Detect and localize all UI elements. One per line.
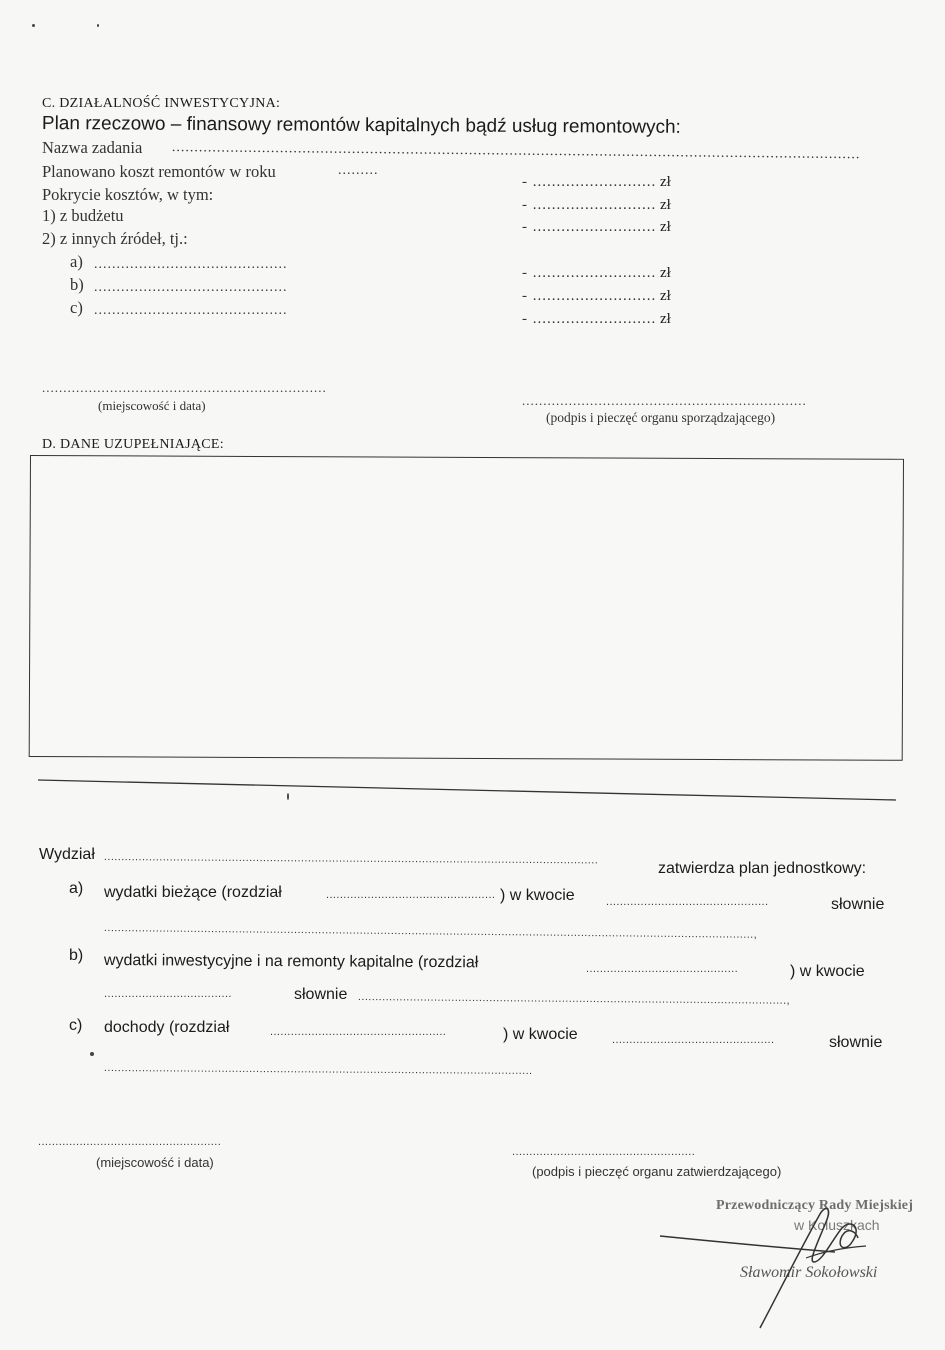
line-a-chapter-field[interactable]: ................................................. xyxy=(326,889,496,901)
sub-c-field[interactable]: ........................................... xyxy=(94,303,288,318)
sub-c-label: c) xyxy=(70,298,83,317)
stamp-city: w Koluszkach xyxy=(794,1217,880,1233)
sub-b-field[interactable]: ........................................... xyxy=(94,280,288,295)
approves-label: zatwierdza plan jednostkowy: xyxy=(658,860,867,877)
line-c-words-label: słownie xyxy=(829,1034,883,1051)
line-a-amount-field[interactable]: ............................................... xyxy=(606,896,769,908)
line-c-label: c) xyxy=(69,1017,83,1034)
amount-row-b[interactable]: - .......................... zł xyxy=(522,288,671,304)
currency-label: zł xyxy=(660,265,671,281)
currency-label: zł xyxy=(660,197,671,213)
sub-a-label: a) xyxy=(70,252,83,271)
line-a-words-label: słownie xyxy=(831,896,885,913)
line-b-label: b) xyxy=(69,947,84,964)
place-date-field-c[interactable]: ................................................................... xyxy=(42,380,327,395)
currency-label: zł xyxy=(660,311,671,327)
coverage-label: Pokrycie kosztów, w tym: xyxy=(42,185,214,204)
department-field[interactable]: ............................................................................................................................................... xyxy=(103,851,599,867)
signature-label-c: (podpis i pieczęć organu sporządzającego) xyxy=(546,410,776,425)
line-a-label: a) xyxy=(69,880,84,897)
line-b-words-label: słownie xyxy=(294,986,348,1003)
line-b-text: wydatki inwestycyjne i na remonty kapitalne (rozdział xyxy=(103,952,479,972)
currency-label: zł xyxy=(660,288,671,304)
line-c-words-field[interactable]: ............................................................................................................................ xyxy=(103,1062,533,1077)
line-b-chapter-field[interactable]: ............................................ xyxy=(586,963,739,975)
line-a-words-field[interactable]: ............................................................................................................................................................................................, xyxy=(103,922,758,941)
line-c-amount-text: ) w kwocie xyxy=(503,1026,578,1043)
stamp-title: Przewodniczący Rady Miejskiej xyxy=(716,1198,914,1213)
place-date-label-approval: (miejscowość i data) xyxy=(96,1155,214,1170)
amount-row-planned[interactable]: - .......................... zł xyxy=(522,174,671,190)
item-budget-label: 1) z budżetu xyxy=(42,206,124,225)
planned-cost-year-field[interactable]: ......... xyxy=(338,163,379,178)
line-a-amount-text: ) w kwocie xyxy=(500,887,575,904)
sub-b-label: b) xyxy=(70,275,84,294)
line-c-chapter-field[interactable]: ................................................... xyxy=(270,1026,447,1038)
line-c-amount-field[interactable]: ............................................... xyxy=(612,1034,775,1046)
line-b-words-field[interactable]: ............................................................................................................................, xyxy=(357,991,791,1007)
signature-field-approval[interactable]: ..................................................... xyxy=(512,1146,696,1158)
line-c-text: dochody (rozdział xyxy=(104,1019,230,1036)
planned-cost-label: Planowano koszt remontów w roku xyxy=(42,162,276,181)
place-date-label-c: (miejscowość i data) xyxy=(98,398,206,413)
section-d-heading: D. DANE UZUPEŁNIAJĄCE: xyxy=(42,437,224,452)
stamp-name: Sławomir Sokołowski xyxy=(740,1264,878,1281)
signature-field-c[interactable]: ................................................................... xyxy=(522,393,807,408)
task-name-field[interactable]: ......................................................................................................................................................... xyxy=(171,140,861,163)
section-c-heading: C. DZIAŁALNOŚĆ INWESTYCYJNA: xyxy=(42,96,281,111)
line-b-amount-text: ) w kwocie xyxy=(790,963,865,980)
place-date-field-approval[interactable]: ..................................................... xyxy=(38,1136,222,1148)
amount-row-c[interactable]: - .......................... zł xyxy=(522,311,671,327)
amount-row-budget[interactable]: - .......................... zł xyxy=(522,219,671,235)
task-name-label: Nazwa zadania xyxy=(42,138,143,157)
item-other-sources-label: 2) z innych źródeł, tj.: xyxy=(42,229,188,248)
sub-a-field[interactable]: ........................................... xyxy=(94,257,288,272)
currency-label: zł xyxy=(660,219,671,235)
amount-row-coverage[interactable]: - .......................... zł xyxy=(522,197,671,213)
amount-row-a[interactable]: - .......................... zł xyxy=(522,265,671,281)
line-b-amount-field[interactable]: ..................................... xyxy=(104,988,232,1000)
plan-title: Plan rzeczowo – finansowy remontów kapitalnych bądź usług remontowych: xyxy=(41,113,681,138)
currency-label: zł xyxy=(660,174,671,190)
department-label: Wydział xyxy=(39,846,95,863)
line-a-text: wydatki bieżące (rozdział xyxy=(104,884,282,901)
signature-label-approval: (podpis i pieczęć organu zatwierdzającego) xyxy=(532,1164,782,1179)
